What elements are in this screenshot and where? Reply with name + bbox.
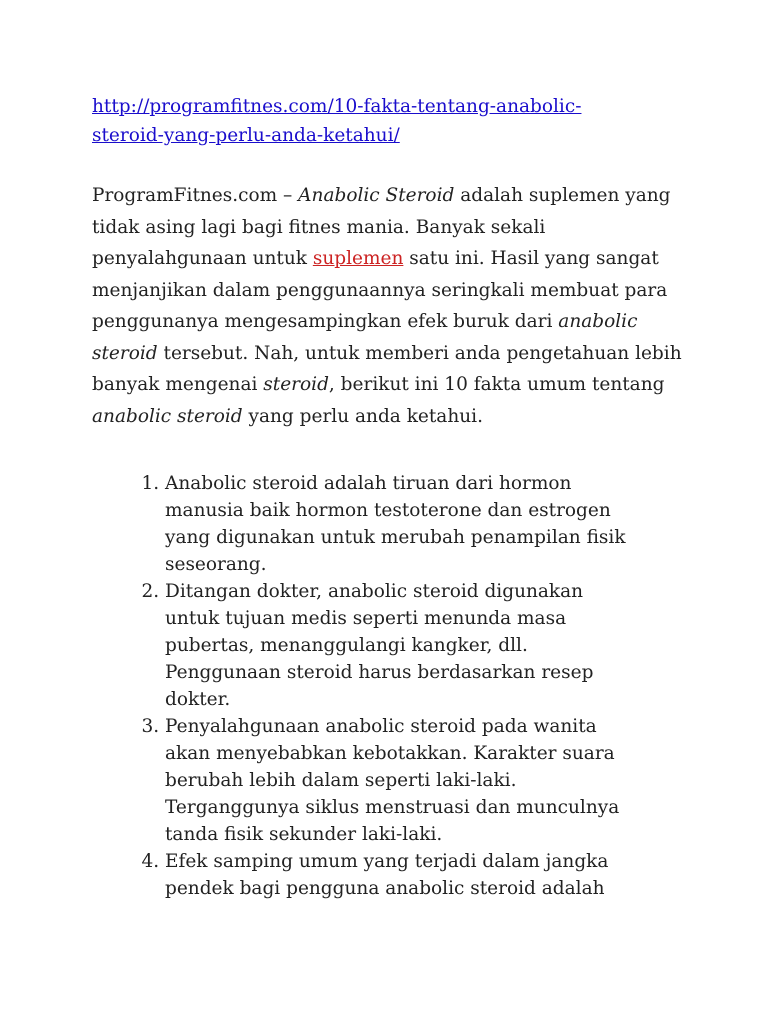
source-url-link[interactable] [92,92,692,150]
fact-1-line-2: manusia baik hormon testoterone dan estrogen [165,500,611,521]
fact-4-line-2: pendek bagi pengguna anabolic steroid adalah [165,878,605,899]
intro-italic-4: anabolic steroid [92,405,243,427]
fact-item-2 [165,578,692,713]
fact-3-line-2: akan menyebabkan kebotakkan. Karakter suara [165,743,615,764]
fact-item-4 [165,848,692,902]
intro-text-6: yang perlu anda ketahui. [242,405,483,427]
fact-2-line-5: dokter. [165,689,231,710]
fact-3-line-4: Terganggunya siklus menstruasi dan munculnya [165,797,620,818]
fact-2-line-4: Penggunaan steroid harus berdasarkan resep [165,662,594,683]
intro-italic-1: Anabolic Steroid [298,185,455,206]
intro-text-4: tersebut. Nah, untuk memberi anda pengetahuan lebih banyak mengenai [92,342,682,395]
intro-paragraph [92,180,692,432]
intro-text-1: ProgramFitnes.com – [92,185,299,206]
fact-4-line-1: 4. Efek samping umum yang terjadi dalam jangka [165,851,609,872]
fact-item-1 [165,470,692,578]
fact-item-3 [165,713,692,848]
intro-italic-3: steroid [263,374,329,395]
fact-2-line-3: pubertas, menanggulangi kangker, dll. [165,635,528,656]
intro-text-3: satu ini. Hasil yang sangat menjanjikan dalam penggunaannya seringkali membuat para penggunanya mengesampingkan efek buruk dari [92,248,668,332]
suplemen-link[interactable]: suplemen [312,248,404,269]
document-page [92,92,692,902]
source-url-line-2[interactable]: steroid-yang-perlu-anda-ketahui/ [92,125,400,146]
fact-2-line-2: untuk tujuan medis seperti menunda masa [165,608,567,629]
intro-text-5: , berikut ini 10 fakta umum tentang [328,374,665,395]
fact-3-line-3: berubah lebih dalam seperti laki-laki. [165,770,517,791]
fact-1-line-1: 1. Anabolic steroid adalah tiruan dari hormon [165,473,572,494]
fact-3-line-1: 3. Penyalahgunaan anabolic steroid pada wanita [165,716,597,737]
facts-list [92,470,692,902]
fact-1-line-3: yang digunakan untuk merubah penampilan fisik [165,527,626,548]
intro-text-2: adalah suplemen yang tidak asing lagi bagi fitnes mania. Banyak sekali penyalahgunaan untuk [92,185,671,269]
intro-italic-2: anabolic steroid [92,311,638,364]
fact-2-line-1: 2. Ditangan dokter, anabolic steroid digunakan [165,581,584,602]
fact-1-line-4: seseorang. [165,554,267,575]
source-url-line-1[interactable]: http://programfitnes.com/10-fakta-tentang-anabolic- [92,96,582,117]
fact-3-line-5: tanda fisik sekunder laki-laki. [165,824,443,845]
